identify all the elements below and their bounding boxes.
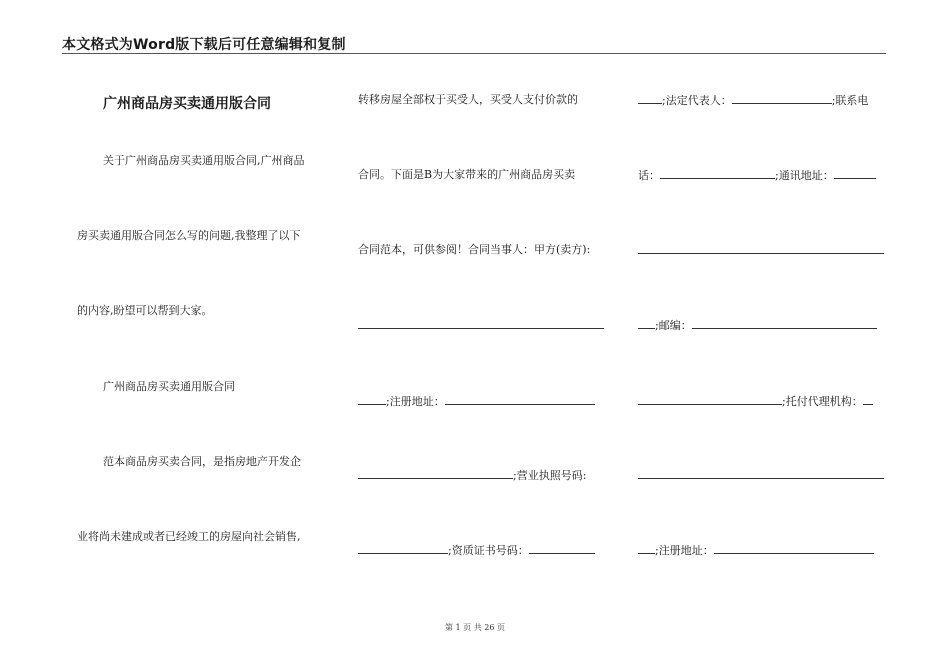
blank bbox=[529, 543, 595, 554]
blank bbox=[638, 543, 655, 554]
paragraph-line: 转移房屋全部权于买受人，买受人支付价款的 bbox=[358, 93, 578, 106]
field-label: ;营业执照号码: bbox=[513, 469, 587, 482]
field-label: ;联系电 bbox=[831, 94, 869, 107]
paragraph-line: 合同。下面是B为大家带来的广州商品房买卖 bbox=[358, 168, 576, 181]
form-line bbox=[358, 543, 595, 558]
blank bbox=[445, 394, 595, 405]
form-line bbox=[638, 543, 874, 558]
form-line bbox=[638, 394, 873, 409]
form-line bbox=[358, 468, 586, 483]
paragraph-line: 广州商品房买卖通用版合同 bbox=[103, 380, 235, 393]
paragraph-line: 业将尚未建成或者已经竣工的房屋向社会销售, bbox=[77, 530, 301, 543]
page-footer: 第 1 页 共 26 页 bbox=[445, 623, 505, 632]
blank-line bbox=[358, 328, 604, 329]
blank bbox=[660, 168, 775, 179]
page-header bbox=[62, 36, 886, 54]
field-label: ;资质证书号码： bbox=[448, 544, 529, 557]
field-label: 话： bbox=[638, 169, 660, 182]
form-line bbox=[638, 318, 877, 333]
field-label: ;通讯地址： bbox=[775, 169, 834, 182]
paragraph-line: 的内容,盼望可以帮到大家。 bbox=[77, 304, 213, 317]
blank-line bbox=[638, 253, 884, 254]
blank bbox=[358, 394, 386, 405]
field-label: ;注册地址： bbox=[386, 395, 445, 408]
field-label: ;法定代表人： bbox=[662, 94, 732, 107]
blank bbox=[358, 543, 448, 554]
blank bbox=[834, 168, 876, 179]
paragraph-line: 关于广州商品房买卖通用版合同,广州商品 bbox=[103, 154, 305, 167]
form-line bbox=[638, 93, 868, 108]
blank bbox=[714, 543, 874, 554]
header-text: 本文格式为Word版下载后可任意编辑和复制 bbox=[62, 37, 346, 53]
blank bbox=[732, 93, 832, 104]
blank bbox=[863, 394, 873, 405]
blank bbox=[638, 394, 782, 405]
field-label: ;托付代理机构： bbox=[782, 395, 863, 408]
form-line bbox=[358, 394, 595, 409]
paragraph-line: 房买卖通用版合同怎么写的问题,我整理了以下 bbox=[77, 229, 301, 242]
document-title: 广州商品房买卖通用版合同 bbox=[103, 96, 271, 112]
field-label: ;邮编： bbox=[655, 319, 692, 332]
blank bbox=[638, 318, 655, 329]
paragraph-line: 合同范本，可供参阅！合同当事人：甲方(卖方): bbox=[358, 243, 591, 256]
blank bbox=[638, 93, 662, 104]
field-label: ;注册地址： bbox=[655, 544, 714, 557]
blank-line bbox=[638, 478, 884, 479]
blank bbox=[358, 468, 513, 479]
form-line bbox=[638, 168, 876, 183]
paragraph-line: 范本商品房买卖合同，是指房地产开发企 bbox=[103, 455, 301, 468]
blank bbox=[692, 318, 877, 329]
